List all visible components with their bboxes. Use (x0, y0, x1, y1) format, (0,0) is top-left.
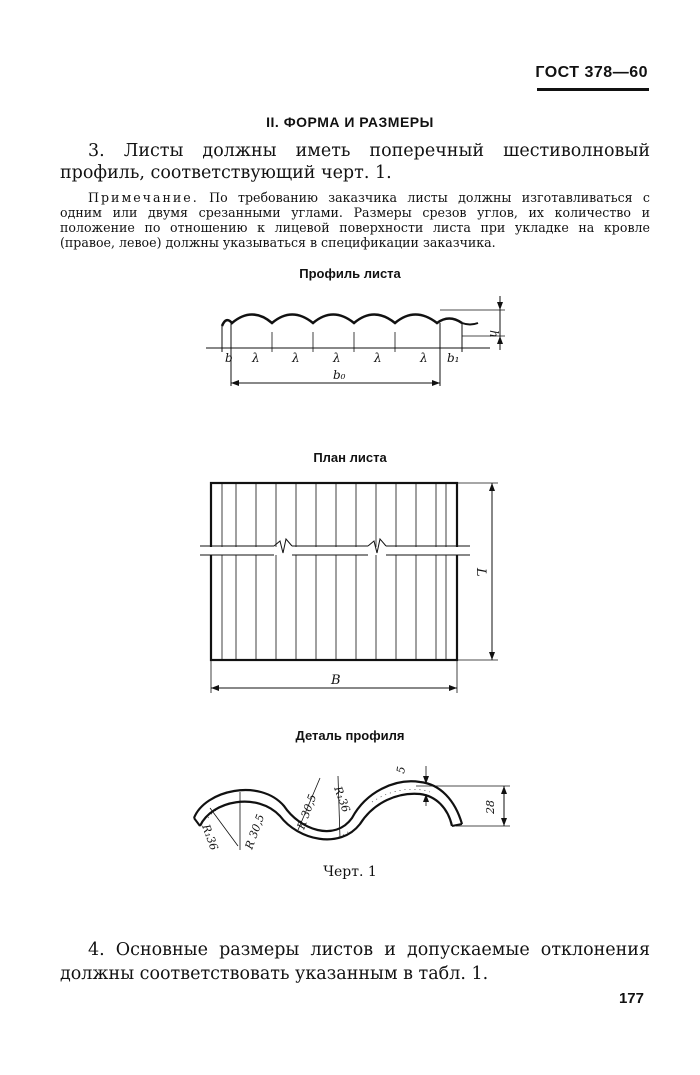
note-text: По требованию заказчика листы должны изготавливаться с одним или двумя срезанными углами. Размеры срезов углов, их количество и положение по отношению к лицевой поверхности листа при укладке на кровле (правое, левое) должны указываться в спецификации заказчика. (60, 190, 650, 250)
r-mid-label: R 30,5 (294, 792, 320, 832)
paragraph-3: 3. Листы должны иметь поперечный шестиволновый профиль, соответствующий черт. 1. (60, 141, 650, 183)
profile-caption: Профиль листа (299, 266, 401, 281)
paragraph-4: 4. Основные размеры листов и допускаемые отклонения должны соответствовать указанным в табл. 1. (60, 940, 650, 984)
b-label: b (225, 351, 233, 365)
height-label: 28 (484, 800, 497, 814)
plan-drawing (0, 475, 700, 700)
lambda-label-4: λ (374, 351, 382, 365)
thickness-label: 5 (394, 765, 409, 775)
figure-label: Черт. 1 (323, 864, 377, 880)
b-width-label: B (331, 673, 341, 688)
lambda-label-5: λ (420, 351, 428, 365)
section-title: II. ФОРМА И РАЗМЕРЫ (266, 114, 434, 130)
lambda-label-3: λ (333, 351, 341, 365)
note-label: Примечание. (88, 190, 199, 205)
standard-header: ГОСТ 378—60 (535, 64, 648, 81)
l-label: L (473, 568, 488, 577)
r-left-label: R 30,5 (242, 812, 268, 852)
profile-drawing (0, 290, 700, 400)
plan-caption: План листа (313, 450, 387, 465)
header-rule (537, 88, 649, 91)
h-label: h (487, 330, 501, 338)
detail-drawing (0, 750, 700, 860)
b1-label: b₁ (447, 351, 460, 365)
b0-label: b₀ (333, 368, 346, 382)
page-number: 177 (618, 990, 644, 1007)
detail-caption: Деталь профиля (295, 728, 405, 743)
lambda-label-1: λ (252, 351, 260, 365)
lambda-label-2: λ (292, 351, 300, 365)
note-paragraph (60, 190, 650, 250)
r1-mid-label: R₁36 (331, 784, 353, 815)
r1-left-label: R₁36 (199, 822, 221, 853)
